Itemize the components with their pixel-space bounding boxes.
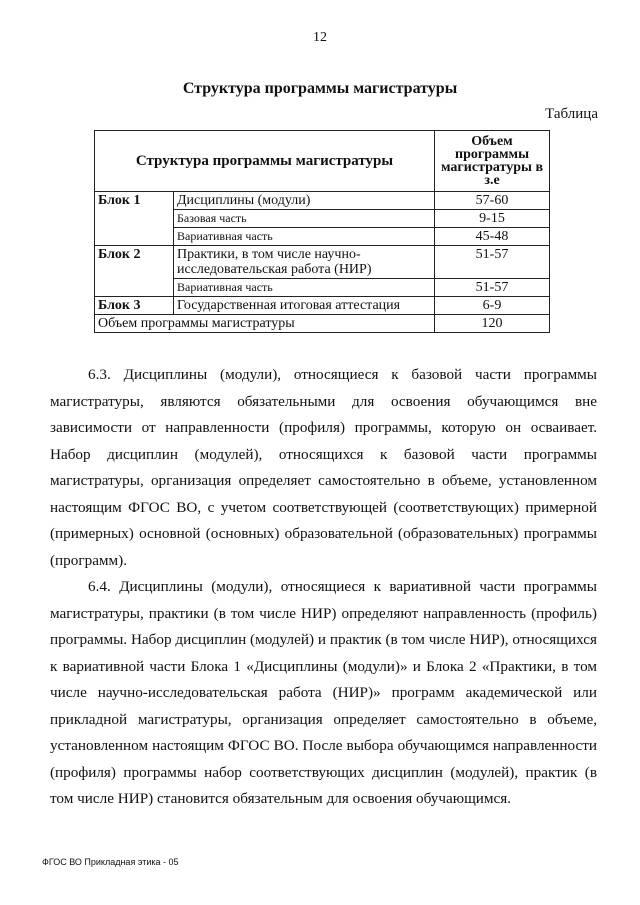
block3-label: Блок 3: [95, 297, 174, 315]
block2-var-label: Вариативная часть: [174, 279, 435, 297]
block2-var-value: 51-57: [435, 279, 550, 297]
block1-base-label: Базовая часть: [174, 210, 435, 228]
page-number: 12: [313, 30, 327, 45]
table-row: [95, 192, 550, 210]
paragraph-6-3: 6.3. Дисциплины (модули), относящиеся к базовой части программы магистратуры, являются обязательными для освоения обучающимся вне зависимости от направленности (профиля) программы, которую он осваивает. Набор дисциплин (модулей), относящихся к базовой части программы магистратуры, организация определяет самостоятельно в объеме, установленном настоящим ФГОС ВО, с учетом соответствующей (соответствующих) примерной (примерных) основной (основных) образовательной (образовательных) программы (программ).: [50, 366, 597, 569]
total-value: 120: [435, 315, 550, 333]
program-structure-table: [94, 130, 550, 333]
block1-var-value: 45-48: [435, 228, 550, 246]
block2-name: Практики, в том числе научно-исследовательская работа (НИР): [174, 246, 435, 279]
block1-total: 57-60: [435, 192, 550, 210]
header-volume: Объем программы магистратуры в з.е: [435, 131, 550, 192]
table-row: [95, 246, 550, 279]
table-total-row: [95, 315, 550, 333]
block3-value: 6-9: [435, 297, 550, 315]
block1-base-value: 9-15: [435, 210, 550, 228]
total-label: Объем программы магистратуры: [95, 315, 435, 333]
table-row: [95, 297, 550, 315]
table-header-row: [95, 131, 550, 192]
block2-label: Блок 2: [95, 246, 174, 297]
paragraph-6-4: 6.4. Дисциплины (модули), относящиеся к вариативной части программы магистратуры, практики (в том числе НИР) определяют направленность (профиль) программы. Набор дисциплин (модулей) и практик (в том числе НИР), относящихся к вариативной части Блока 1 «Дисциплины (модули)» и Блока 2 «Практики, в том числе научно-исследовательская работа (НИР)» программ академической или прикладной магистратуры, организация определяет самостоятельно в объеме, установленном настоящим ФГОС ВО. После выбора обучающимся направленности (профиля) программы набор соответствующих дисциплин (модулей), практик (в том числе НИР) становится обязательным для освоения обучающимся.: [50, 578, 597, 807]
block3-name: Государственная итоговая аттестация: [174, 297, 435, 315]
block1-var-label: Вариативная часть: [174, 228, 435, 246]
header-structure: Структура программы магистратуры: [95, 131, 435, 192]
block1-name: Дисциплины (модули): [174, 192, 435, 210]
block2-total: 51-57: [435, 246, 550, 279]
body-text: [50, 362, 597, 813]
footer-note: ФГОС ВО Прикладная этика - 05: [42, 857, 179, 867]
section-title: Структура программы магистратуры: [182, 80, 458, 97]
block1-label: Блок 1: [95, 192, 174, 246]
table-caption: Таблица: [545, 106, 598, 122]
